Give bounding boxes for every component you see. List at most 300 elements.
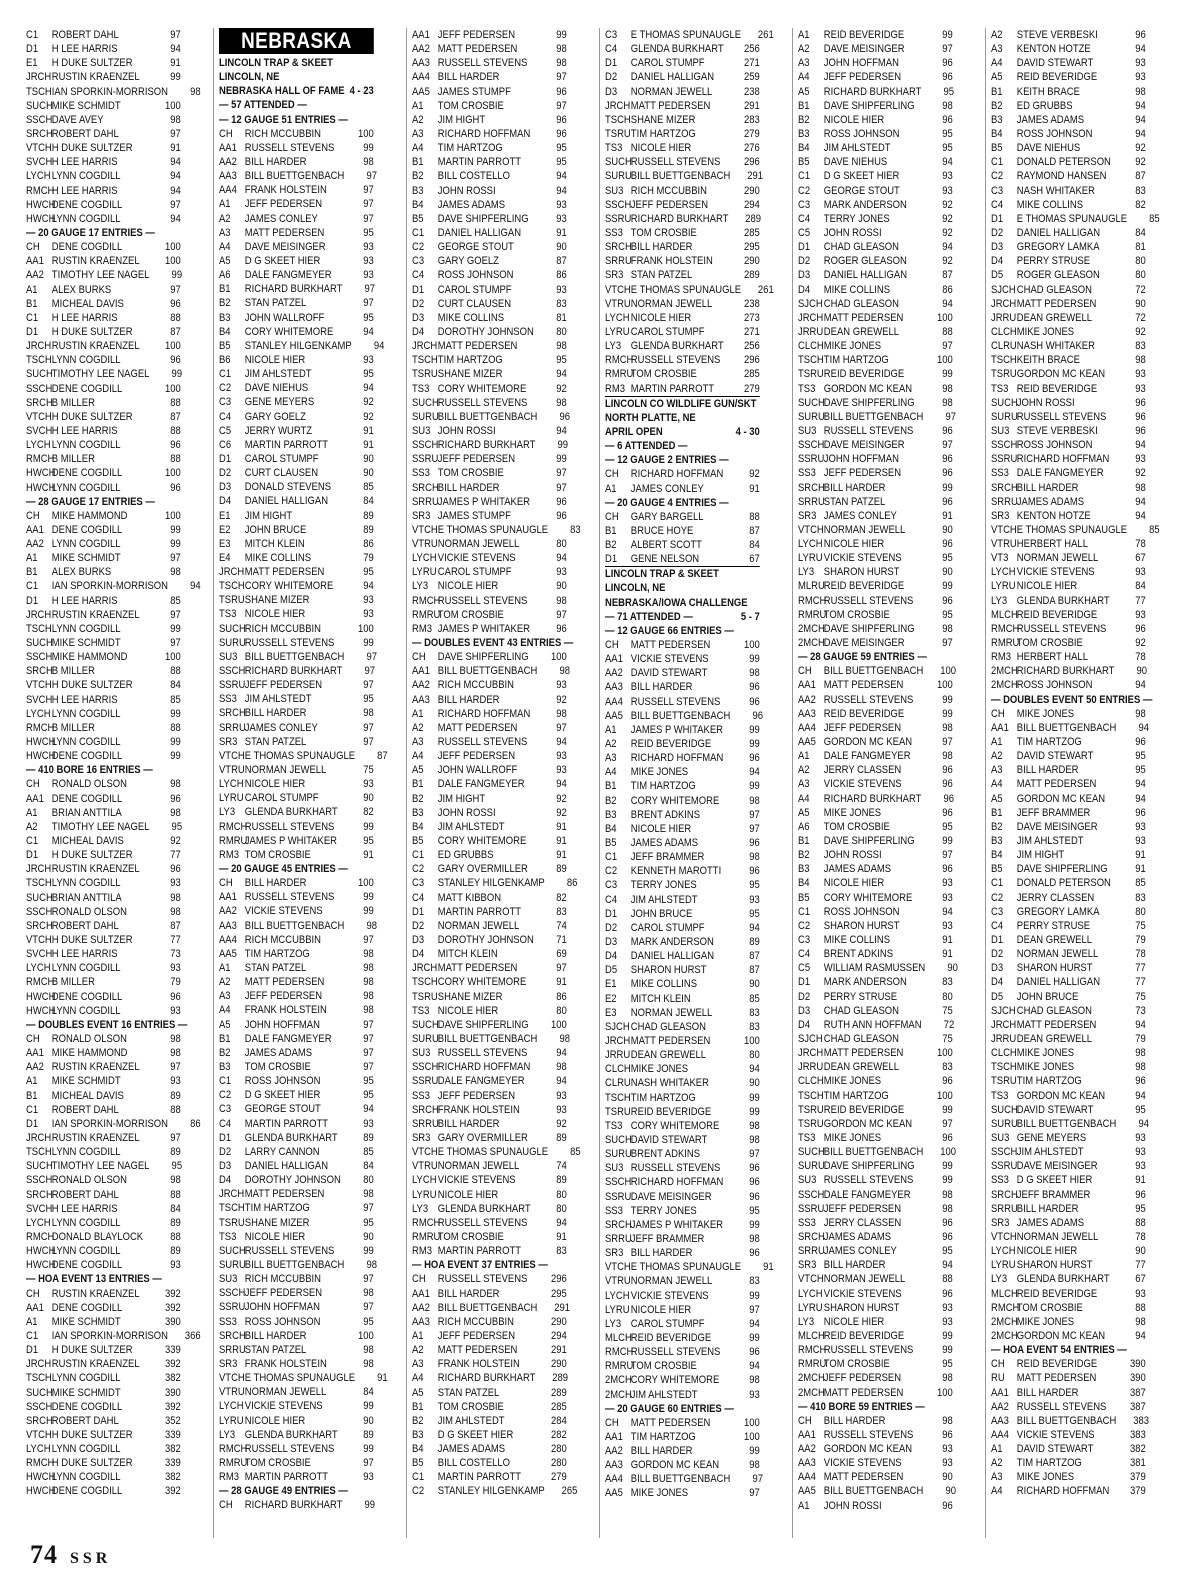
class-code: LY3 bbox=[798, 566, 815, 579]
score: 79 bbox=[1135, 1032, 1146, 1045]
result-row bbox=[605, 353, 760, 367]
shooter-name: FRANK HOLSTEIN bbox=[244, 1004, 327, 1017]
class-code: A4 bbox=[991, 57, 1003, 70]
result-row bbox=[991, 1456, 1146, 1470]
result-row bbox=[605, 283, 774, 297]
shooter-name: RICHARD BURKHART bbox=[244, 1499, 343, 1512]
shooter-name: NICOLE HIER bbox=[244, 608, 306, 621]
score: 98 bbox=[363, 1004, 374, 1017]
result-row bbox=[26, 1103, 181, 1117]
result-row bbox=[26, 735, 181, 749]
class-code: MLCH bbox=[991, 1287, 1018, 1300]
score: 99 bbox=[749, 1445, 760, 1458]
shooter-name: MIKE SCHMIDT bbox=[51, 1315, 121, 1328]
score: 96 bbox=[942, 113, 953, 126]
shooter-name: VICKIE STEVENS bbox=[1016, 1428, 1095, 1441]
result-row bbox=[605, 155, 760, 169]
shooter-name: JIM AHLSTEDT bbox=[630, 1388, 698, 1401]
class-code: SRCH bbox=[219, 707, 246, 720]
shooter-name: REID BEVERIDGE bbox=[823, 580, 905, 593]
class-code: RMCH bbox=[26, 1230, 55, 1243]
class-code: AA4 bbox=[605, 695, 623, 708]
shooter-name: CORY WHITEMORE bbox=[630, 1119, 720, 1132]
score: 90 bbox=[556, 241, 567, 254]
score: 89 bbox=[363, 1428, 374, 1441]
result-row bbox=[605, 70, 760, 84]
class-code: SJCH bbox=[605, 1020, 630, 1033]
result-row bbox=[26, 1032, 181, 1046]
shooter-name: H LEE HARRIS bbox=[51, 424, 118, 437]
shooter-name: GLENDA BURKHART bbox=[244, 1131, 338, 1144]
score: 69 bbox=[556, 948, 567, 961]
score: 87 bbox=[942, 269, 953, 282]
result-row bbox=[798, 1371, 953, 1385]
class-code: E2 bbox=[605, 992, 617, 1005]
shooter-name: DAVE NIEHUS bbox=[244, 382, 309, 395]
result-row bbox=[219, 212, 374, 226]
class-code: B4 bbox=[798, 142, 810, 155]
shooter-name: REID BEVERIDGE bbox=[630, 1331, 712, 1344]
shooter-name: RICHARD BURKHART bbox=[1016, 665, 1115, 678]
result-row bbox=[219, 197, 374, 211]
score: 96 bbox=[1135, 622, 1146, 635]
result-row bbox=[219, 410, 374, 424]
shooter-name: TIMOTHY LEE NAGEL bbox=[51, 1160, 150, 1173]
shooter-name: PERRY STRUSE bbox=[1016, 255, 1091, 268]
shooter-name: BILL HARDER bbox=[1016, 1202, 1079, 1215]
result-row bbox=[798, 1032, 953, 1046]
result-row bbox=[798, 1188, 953, 1202]
result-row bbox=[605, 510, 760, 524]
class-code: LYRU bbox=[991, 580, 1016, 593]
score: 289 bbox=[745, 212, 762, 225]
shooter-name: MIKE COLLINS bbox=[437, 311, 505, 324]
result-row bbox=[219, 1371, 388, 1385]
shooter-name: MATT PEDERSEN bbox=[823, 679, 904, 692]
class-code: CH bbox=[219, 1499, 233, 1512]
score: 94 bbox=[749, 1063, 760, 1076]
result-row bbox=[605, 1303, 760, 1317]
shooter-name: BILL BUETTGENBACH bbox=[437, 1032, 538, 1045]
shooter-name: TOM CROSBIE bbox=[1016, 1301, 1083, 1314]
class-code: D2 bbox=[798, 255, 811, 268]
result-row bbox=[412, 466, 567, 480]
class-code: LY3 bbox=[991, 594, 1008, 607]
shooter-name: SHARON HURST bbox=[823, 566, 900, 579]
result-row bbox=[219, 989, 374, 1003]
score: 89 bbox=[170, 1146, 181, 1159]
shooter-name: JIM AHLSTEDT bbox=[1016, 1146, 1084, 1159]
class-code: SU3 bbox=[798, 424, 817, 437]
score: 99 bbox=[170, 750, 181, 763]
class-code: SVCH bbox=[26, 948, 53, 961]
result-row bbox=[991, 198, 1146, 212]
class-code: C3 bbox=[412, 255, 425, 268]
shooter-name: ROBERT DAHL bbox=[51, 29, 119, 41]
shooter-name: TIM HARTZOG bbox=[630, 1091, 696, 1104]
result-row bbox=[219, 579, 374, 593]
score: 94 bbox=[170, 43, 181, 56]
shooter-name: ED GRUBBS bbox=[1016, 99, 1073, 112]
score: 87 bbox=[749, 524, 760, 537]
class-code: A4 bbox=[991, 1485, 1003, 1498]
class-code: AA4 bbox=[219, 184, 237, 197]
class-code: C3 bbox=[605, 879, 618, 892]
score: 75 bbox=[942, 1032, 953, 1045]
score: 84 bbox=[170, 1202, 181, 1215]
score: 97 bbox=[363, 184, 374, 197]
class-code: A4 bbox=[991, 778, 1003, 791]
score: 96 bbox=[170, 481, 181, 494]
class-code: A1 bbox=[219, 962, 231, 974]
score: 85 bbox=[749, 992, 760, 1005]
result-row bbox=[798, 1386, 953, 1400]
class-code: AA3 bbox=[991, 1414, 1009, 1427]
shooter-name: MATT PEDERSEN bbox=[244, 1188, 325, 1201]
class-code: SURU bbox=[605, 170, 632, 183]
result-row bbox=[605, 977, 760, 991]
score: 91 bbox=[363, 438, 374, 451]
result-row bbox=[219, 466, 374, 480]
score: 99 bbox=[363, 891, 374, 904]
score: 95 bbox=[363, 311, 374, 324]
score: 96 bbox=[556, 495, 567, 508]
shooter-name: B MILLER bbox=[51, 721, 95, 734]
score: 97 bbox=[942, 1117, 953, 1130]
result-row bbox=[412, 1074, 567, 1088]
score: 84 bbox=[170, 679, 181, 692]
class-code: JRCH bbox=[798, 311, 824, 324]
result-row bbox=[605, 751, 760, 765]
score: 88 bbox=[1135, 1301, 1146, 1314]
score: 279 bbox=[551, 1471, 567, 1484]
shooter-name: MARTIN PARROTT bbox=[244, 438, 329, 451]
class-code: JRCH bbox=[26, 71, 52, 84]
class-code: D4 bbox=[412, 325, 425, 338]
shooter-name: ROSS JOHNSON bbox=[1016, 127, 1093, 140]
class-code: B1 bbox=[605, 524, 617, 537]
score: 94 bbox=[363, 325, 374, 338]
result-row bbox=[991, 283, 1146, 297]
result-row bbox=[219, 1003, 374, 1017]
section-header: — 410 BORE 59 ENTRIES — bbox=[798, 1400, 925, 1413]
result-row bbox=[412, 891, 567, 905]
class-code: SSRU bbox=[219, 679, 246, 692]
score: 99 bbox=[942, 835, 953, 848]
class-code: RMCH bbox=[219, 820, 248, 833]
score: 90 bbox=[363, 1230, 374, 1243]
class-code: A4 bbox=[412, 1372, 424, 1385]
class-code: SVCH bbox=[26, 156, 53, 169]
shooter-name: TOM CROSBIE bbox=[437, 1400, 504, 1413]
shooter-name: LYNN COGDILL bbox=[51, 1443, 121, 1456]
shooter-name: TOM CROSBIE bbox=[437, 467, 504, 480]
shooter-name: GORDON MC KEAN bbox=[823, 1117, 913, 1130]
shooter-name: BILL BUETTGENBACH bbox=[823, 665, 924, 678]
class-code: TS3 bbox=[412, 382, 430, 395]
score: 98 bbox=[1135, 85, 1146, 98]
class-code: SRCH bbox=[412, 1103, 439, 1116]
class-code: TSCH bbox=[991, 1061, 1017, 1074]
score: 381 bbox=[1130, 1457, 1146, 1470]
class-code: AA3 bbox=[798, 1457, 816, 1470]
score: 98 bbox=[749, 1119, 760, 1132]
score: 99 bbox=[942, 368, 953, 381]
class-code: SRCH bbox=[26, 396, 53, 409]
shooter-name: LYNN COGDILL bbox=[51, 1245, 121, 1258]
class-code: SVCH bbox=[26, 693, 53, 706]
result-row bbox=[26, 678, 181, 692]
class-code: JRRU bbox=[798, 325, 824, 338]
score: 96 bbox=[749, 752, 760, 765]
shooter-name: H DUKE SULTZER bbox=[51, 142, 133, 155]
class-code: C3 bbox=[219, 1103, 232, 1116]
score: 77 bbox=[1135, 976, 1146, 989]
class-code: A1 bbox=[991, 1443, 1003, 1456]
score: 94 bbox=[556, 736, 567, 749]
score: 98 bbox=[749, 794, 760, 807]
score: 98 bbox=[749, 1133, 760, 1146]
result-row bbox=[798, 1470, 953, 1484]
shooter-name: MATT PEDERSEN bbox=[630, 639, 711, 652]
shooter-name: ED GRUBBS bbox=[437, 849, 494, 862]
shooter-name: GLENDA BURKHART bbox=[244, 806, 338, 819]
class-code: D1 bbox=[219, 1131, 232, 1144]
score: 94 bbox=[190, 580, 201, 593]
class-code: SSCH bbox=[412, 1061, 439, 1074]
class-code: RMRU bbox=[219, 834, 248, 847]
score: 96 bbox=[942, 495, 953, 508]
result-row bbox=[412, 184, 567, 198]
class-code: C5 bbox=[219, 424, 232, 437]
score: 99 bbox=[749, 723, 760, 736]
section-header: — 20 GAUGE 60 ENTRIES — bbox=[605, 1402, 734, 1415]
class-code: TS3 bbox=[219, 1230, 237, 1243]
score: 96 bbox=[942, 1230, 953, 1243]
score: 382 bbox=[165, 1443, 181, 1456]
score: 95 bbox=[942, 608, 953, 621]
class-code: AA3 bbox=[412, 57, 430, 70]
result-row bbox=[798, 113, 953, 127]
result-row bbox=[219, 1315, 374, 1329]
class-code: MLCH bbox=[605, 1331, 632, 1344]
score: 99 bbox=[363, 820, 374, 833]
result-row bbox=[798, 636, 953, 650]
shooter-name: MATT PEDERSEN bbox=[1016, 1018, 1097, 1031]
result-row bbox=[219, 820, 374, 834]
score: 98 bbox=[363, 1343, 374, 1356]
class-code: MLCH bbox=[798, 1329, 825, 1342]
shooter-name: MICHEAL DAVIS bbox=[51, 1089, 124, 1102]
score: 96 bbox=[749, 681, 760, 694]
result-row bbox=[605, 1048, 760, 1062]
shooter-name: BILL HARDER bbox=[630, 681, 693, 694]
score: 86 bbox=[190, 1117, 201, 1130]
score: 88 bbox=[170, 424, 181, 437]
result-row bbox=[605, 963, 760, 977]
section-header: — 20 GAUGE 45 ENTRIES — bbox=[219, 863, 348, 876]
class-code: LYRU bbox=[412, 1188, 437, 1201]
score: 90 bbox=[363, 467, 374, 480]
score: 84 bbox=[1135, 580, 1146, 593]
shooter-name: STAN PATZEL bbox=[244, 1343, 307, 1356]
class-code: B2 bbox=[991, 99, 1003, 112]
result-row bbox=[605, 141, 760, 155]
class-code: B2 bbox=[798, 849, 810, 862]
shooter-name: BILL HARDER bbox=[823, 481, 886, 494]
result-row bbox=[26, 1470, 181, 1484]
class-code: C1 bbox=[991, 156, 1004, 169]
class-code: D1 bbox=[991, 212, 1004, 225]
shooter-name: DENE COGDILL bbox=[51, 241, 123, 254]
result-row bbox=[991, 254, 1146, 268]
result-row bbox=[991, 1159, 1146, 1173]
result-row bbox=[605, 1331, 760, 1345]
score: 78 bbox=[1135, 538, 1146, 551]
shooter-name: SHARON HURST bbox=[823, 919, 900, 932]
score: 98 bbox=[170, 1032, 181, 1045]
result-row bbox=[798, 1117, 953, 1131]
result-row bbox=[605, 1006, 760, 1020]
result-row bbox=[412, 226, 567, 240]
score: 97 bbox=[942, 849, 953, 862]
class-code: D1 bbox=[605, 57, 618, 70]
result-row bbox=[605, 127, 760, 141]
score: 95 bbox=[556, 156, 567, 169]
shooter-name: H LEE HARRIS bbox=[51, 1202, 118, 1215]
result-row bbox=[412, 1386, 567, 1400]
shooter-name: TIM HARTZOG bbox=[823, 354, 889, 367]
shooter-name: JIM HIGHT bbox=[437, 792, 486, 805]
class-code: B1 bbox=[412, 156, 424, 169]
class-code: SJCH bbox=[798, 297, 823, 310]
score: 98 bbox=[366, 919, 378, 932]
score: 290 bbox=[551, 1358, 567, 1371]
class-code: SR3 bbox=[991, 1216, 1010, 1229]
score: 100 bbox=[551, 651, 567, 664]
score: 83 bbox=[556, 1245, 567, 1258]
shooter-name: H LEE HARRIS bbox=[51, 43, 118, 56]
result-row bbox=[605, 907, 760, 921]
class-code: B2 bbox=[219, 1046, 231, 1059]
result-row bbox=[798, 551, 953, 565]
shooter-name: GORDON MC KEAN bbox=[1016, 1329, 1106, 1342]
class-code: TSRU bbox=[219, 1216, 245, 1229]
class-code: B5 bbox=[412, 1457, 424, 1470]
shooter-name: JAMES P WHITAKER bbox=[630, 1218, 723, 1231]
shooter-name: SHARON HURST bbox=[630, 964, 707, 977]
result-row bbox=[219, 1470, 374, 1484]
result-row bbox=[219, 650, 378, 664]
class-code: HWCH bbox=[26, 1245, 56, 1258]
result-row bbox=[219, 523, 374, 537]
score: 99 bbox=[942, 580, 953, 593]
class-code: A1 bbox=[26, 552, 38, 565]
score: 93 bbox=[170, 1075, 181, 1088]
class-code: SRRU bbox=[798, 495, 825, 508]
score: 93 bbox=[1135, 566, 1146, 579]
shooter-name: RUSSELL STEVENS bbox=[630, 156, 721, 169]
score: 97 bbox=[942, 439, 953, 452]
class-code: C1 bbox=[412, 226, 425, 239]
result-row bbox=[605, 709, 764, 723]
result-row bbox=[412, 594, 567, 608]
class-code: SUCH bbox=[26, 368, 53, 381]
result-row bbox=[798, 169, 953, 183]
class-code: SS3 bbox=[219, 693, 237, 706]
result-row bbox=[605, 467, 760, 481]
score: 97 bbox=[749, 1487, 760, 1500]
result-row bbox=[798, 834, 953, 848]
shooter-name: RICH MCCUBBIN bbox=[630, 184, 708, 197]
score: 96 bbox=[1135, 29, 1146, 41]
result-row bbox=[605, 992, 760, 1006]
shooter-name: TOM CROSBIE bbox=[823, 820, 890, 833]
result-row bbox=[991, 339, 1146, 353]
class-code: SUCH bbox=[605, 156, 632, 169]
class-code: 2MCH bbox=[991, 665, 1018, 678]
shooter-name: GORDON MC KEAN bbox=[1016, 792, 1106, 805]
shooter-name: MARTIN PARROTT bbox=[244, 1117, 329, 1130]
shooter-name: BRUCE HOYE bbox=[630, 524, 694, 537]
shooter-name: DENE COGDILL bbox=[51, 750, 123, 763]
class-code: SRCH bbox=[991, 1188, 1018, 1201]
result-row bbox=[26, 806, 181, 820]
score: 99 bbox=[942, 1329, 953, 1342]
result-row bbox=[991, 721, 1150, 735]
result-row bbox=[605, 482, 760, 496]
result-row bbox=[798, 1202, 953, 1216]
score: 93 bbox=[1135, 1287, 1146, 1300]
result-row bbox=[26, 1442, 181, 1456]
shooter-name: DAVE SHIPFERLING bbox=[437, 212, 529, 225]
result-row bbox=[605, 1373, 760, 1387]
class-code: TSCH bbox=[605, 113, 631, 126]
score: 296 bbox=[744, 354, 760, 367]
result-row bbox=[412, 268, 567, 282]
shooter-name: JAMES P WHITAKER bbox=[437, 495, 530, 508]
result-row bbox=[219, 919, 378, 933]
score: 84 bbox=[363, 1386, 374, 1399]
class-code: SSCH bbox=[26, 382, 53, 395]
shooter-name: MATT PEDERSEN bbox=[437, 1344, 518, 1357]
score: 94 bbox=[942, 1259, 953, 1272]
result-row bbox=[605, 1345, 760, 1359]
shooter-name: FRANK HOLSTEIN bbox=[437, 1358, 520, 1371]
shooter-name: MATT PEDERSEN bbox=[244, 566, 325, 579]
class-code: JRRU bbox=[798, 1061, 824, 1074]
score: 93 bbox=[556, 198, 567, 211]
class-code: C4 bbox=[798, 948, 811, 961]
class-code: JRCH bbox=[991, 1018, 1017, 1031]
shooter-name: H DUKE SULTZER bbox=[51, 1457, 133, 1470]
score: 97 bbox=[556, 962, 567, 975]
shooter-name: JAMES CONLEY bbox=[823, 509, 897, 522]
result-row bbox=[26, 848, 181, 862]
result-row bbox=[798, 1060, 953, 1074]
result-row bbox=[219, 1018, 374, 1032]
score: 80 bbox=[1135, 269, 1146, 282]
score: 90 bbox=[363, 452, 374, 465]
class-code: AA3 bbox=[412, 693, 430, 706]
shooter-name: DALE FANGMEYER bbox=[244, 269, 332, 282]
score: 96 bbox=[942, 71, 953, 84]
shooter-name: BILL COSTELLO bbox=[437, 170, 511, 183]
result-row bbox=[26, 919, 181, 933]
class-code: E1 bbox=[605, 978, 617, 991]
class-code: SS3 bbox=[605, 226, 623, 239]
score: 93 bbox=[942, 1457, 953, 1470]
